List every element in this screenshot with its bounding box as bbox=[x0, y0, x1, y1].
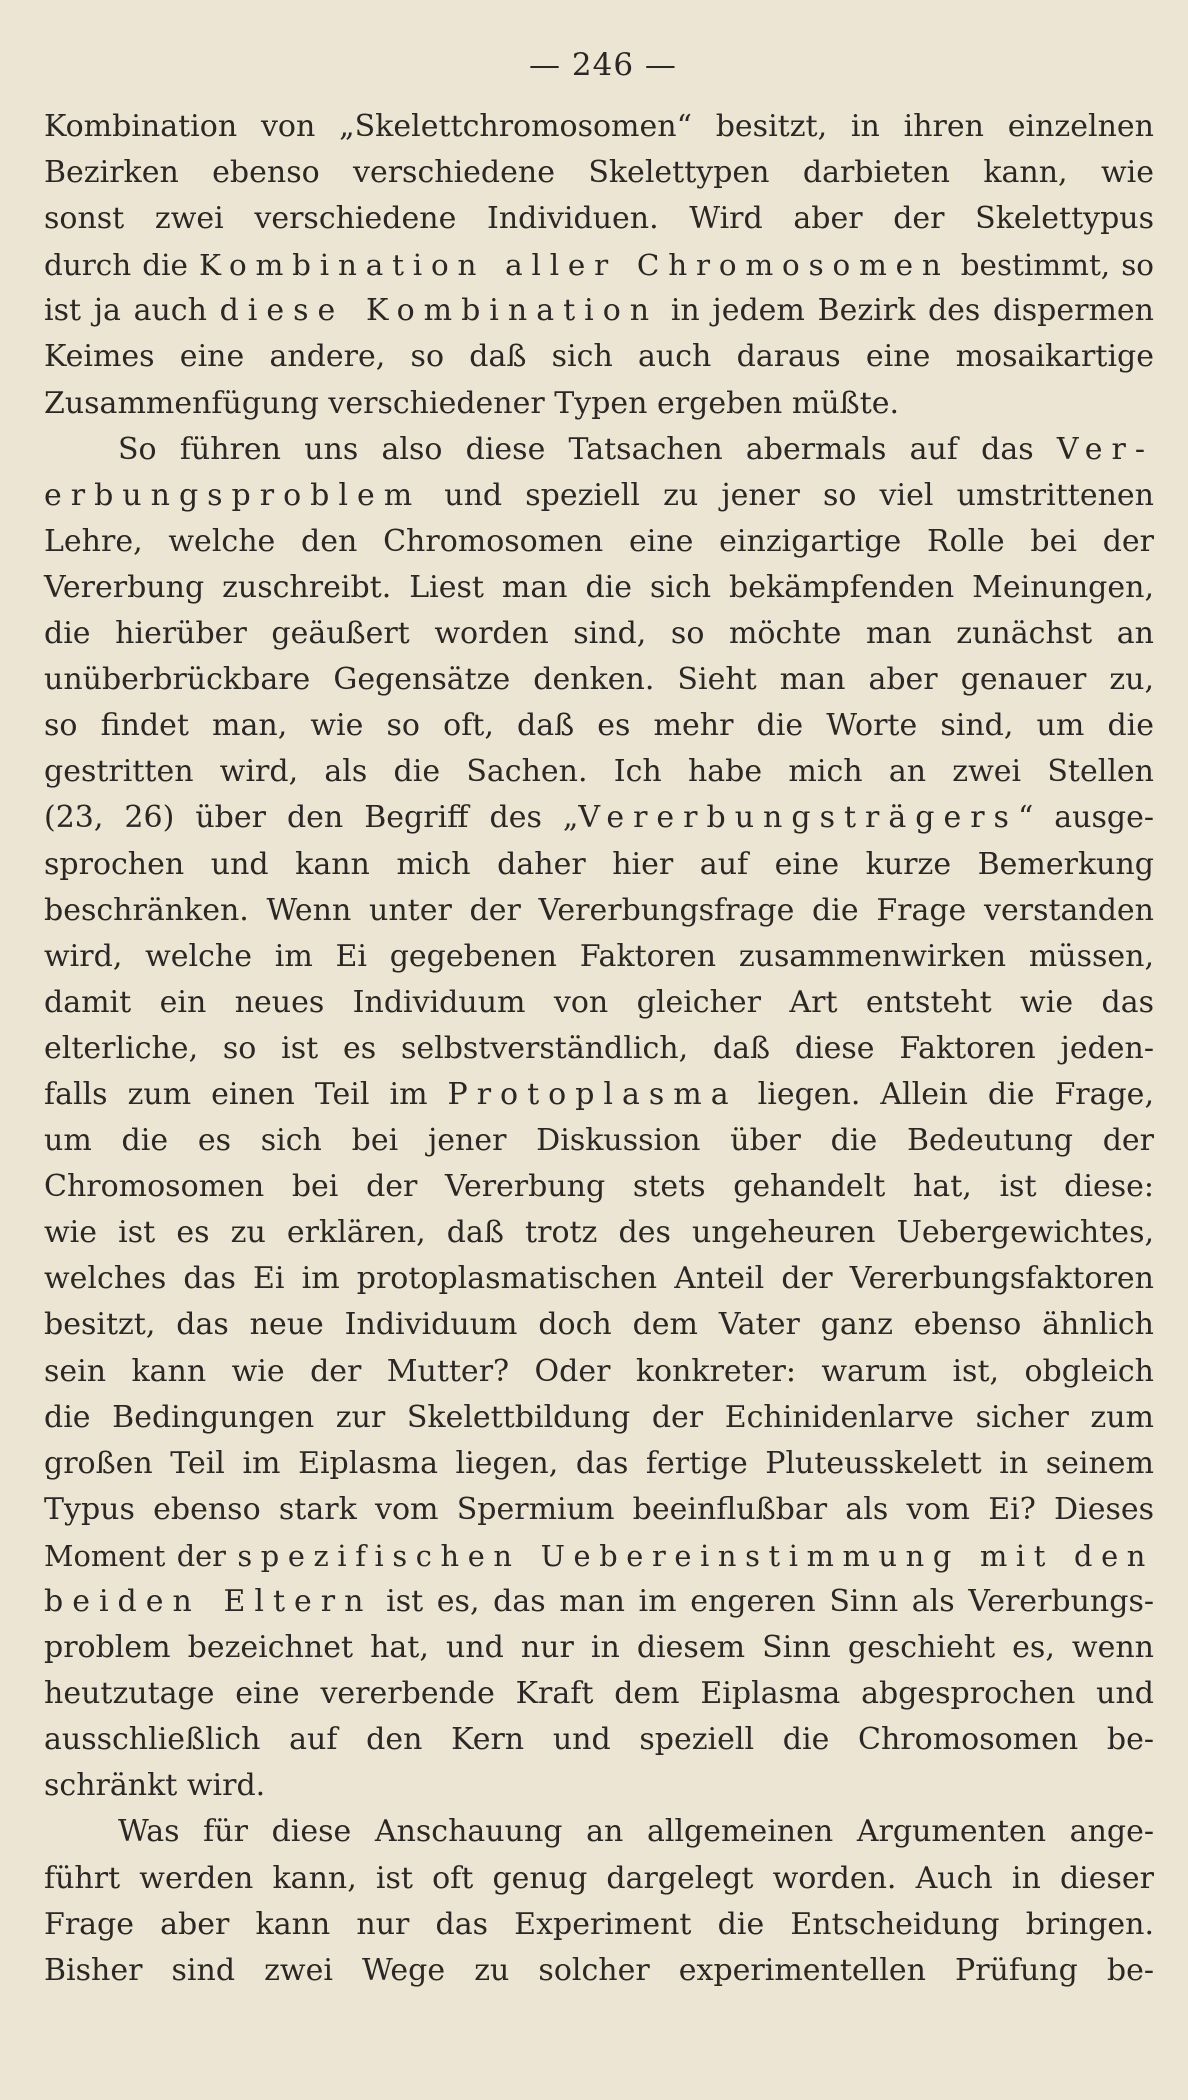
text-segment: wird, welche im Ei gegebenen Faktoren zusammenwirken müssen, bbox=[44, 938, 1154, 974]
spaced-emphasis: beiden Eltern bbox=[44, 1584, 373, 1619]
text-segment: führt werden kann, ist oft genug dargelegt worden. Auch in dieser bbox=[44, 1860, 1154, 1896]
text-line bbox=[44, 749, 1154, 795]
text-segment: Moment der bbox=[44, 1538, 238, 1573]
text-segment: in jedem Bezirk des dispermen bbox=[658, 293, 1154, 329]
text-line bbox=[44, 1441, 1154, 1487]
text-line bbox=[44, 1395, 1154, 1441]
text-line bbox=[44, 1302, 1154, 1348]
text-segment: Bezirken ebenso verschiedene Skelettypen darbieten kann, wie bbox=[44, 155, 1154, 191]
text-segment: beschränken. Wenn unter der Vererbungsfrage die Frage verstanden bbox=[44, 892, 1154, 928]
text-segment: wie ist es zu erklären, daß trotz des ungeheuren Uebergewichtes, bbox=[44, 1215, 1154, 1251]
text-segment: Bisher sind zwei Wege zu solcher experimentellen Prüfung be- bbox=[44, 1952, 1154, 1988]
text-segment: durch die bbox=[44, 248, 199, 283]
text-line bbox=[44, 288, 1154, 334]
text-line bbox=[44, 104, 1154, 150]
text-segment: ist es, das man im engeren Sinn als Vererbungs- bbox=[372, 1584, 1154, 1619]
spaced-emphasis: Vererbungsträgers bbox=[578, 800, 1018, 836]
text-line bbox=[44, 150, 1154, 196]
text-segment: falls zum einen Teil im bbox=[44, 1076, 448, 1112]
text-line bbox=[44, 1349, 1154, 1395]
text-segment: sein kann wie der Mutter? Oder konkreter: warum ist, obgleich bbox=[44, 1353, 1154, 1389]
text-line bbox=[44, 1164, 1154, 1210]
text-segment: Typus ebenso stark vom Spermium beeinflußbar als vom Ei? Dieses bbox=[44, 1491, 1154, 1527]
text-line bbox=[44, 334, 1154, 380]
text-line bbox=[44, 1210, 1154, 1256]
text-line bbox=[44, 703, 1154, 749]
text-segment: besitzt, das neue Individuum doch dem Vater ganz ebenso ähnlich bbox=[44, 1307, 1154, 1343]
text-line bbox=[44, 1948, 1154, 1994]
text-line bbox=[44, 888, 1154, 934]
text-line bbox=[44, 427, 1154, 473]
text-line bbox=[44, 519, 1154, 565]
text-segment: welches das Ei im protoplasmatischen Anteil der Vererbungsfaktoren bbox=[44, 1261, 1154, 1297]
text-line bbox=[44, 1717, 1154, 1763]
text-segment: schränkt wird. bbox=[44, 1768, 266, 1804]
text-segment: elterliche, so ist es selbstverständlich, daß diese Faktoren jeden- bbox=[44, 1030, 1154, 1066]
text-line bbox=[44, 1671, 1154, 1717]
text-segment: Kombination von „Skelettchromosomen“ besitzt, in ihren einzelnen bbox=[44, 109, 1154, 144]
text-line bbox=[44, 611, 1154, 657]
text-line bbox=[44, 473, 1154, 519]
text-segment: problem bezeichnet hat, und nur in diesem Sinn geschieht es, wenn bbox=[44, 1630, 1154, 1666]
text-segment: um die es sich bei jener Diskussion über die Bedeutung der bbox=[44, 1123, 1154, 1159]
text-line bbox=[44, 196, 1154, 242]
text-line bbox=[44, 1809, 1154, 1855]
text-segment: Keimes eine andere, so daß sich auch daraus eine mosaikartige bbox=[44, 339, 1154, 375]
spaced-emphasis: Ver- bbox=[1056, 431, 1154, 467]
text-segment: und speziell zu jener so viel umstrittenen bbox=[421, 477, 1154, 513]
text-line bbox=[44, 1256, 1154, 1302]
text-line bbox=[44, 242, 1154, 288]
text-line bbox=[44, 1856, 1154, 1902]
text-line bbox=[44, 842, 1154, 888]
text-segment: ausschließlich auf den Kern und speziell die Chromosomen be- bbox=[44, 1722, 1154, 1758]
text-segment: “ ausge- bbox=[1017, 800, 1154, 836]
text-segment: Vererbung zuschreibt. Liest man die sich bekämpfenden Meinungen, bbox=[44, 569, 1154, 605]
text-segment: gestritten wird, als die Sachen. Ich habe mich an zwei Stellen bbox=[44, 754, 1154, 790]
text-segment: sonst zwei verschiedene Individuen. Wird aber der Skelettypus bbox=[44, 201, 1154, 237]
text-line bbox=[44, 1579, 1154, 1625]
text-line bbox=[44, 1533, 1154, 1579]
text-line bbox=[44, 1487, 1154, 1533]
text-segment: Frage aber kann nur das Experiment die Entscheidung bringen. bbox=[44, 1906, 1154, 1942]
text-line bbox=[44, 934, 1154, 980]
text-line bbox=[44, 1902, 1154, 1948]
text-segment: großen Teil im Eiplasma liegen, das fertige Pluteusskelett in seinem bbox=[44, 1445, 1154, 1481]
text-segment: So führen uns also diese Tatsachen abermals auf das bbox=[118, 431, 1057, 467]
text-line bbox=[44, 980, 1154, 1026]
text-segment: (23, 26) über den Begriff des „ bbox=[44, 800, 579, 836]
text-line bbox=[44, 1118, 1154, 1164]
text-line bbox=[44, 795, 1154, 841]
spaced-emphasis: Kombination aller Chromosomen bbox=[198, 248, 950, 283]
text-segment: ist ja auch bbox=[44, 293, 220, 329]
text-segment: bestimmt, so bbox=[949, 248, 1154, 283]
text-segment: so findet man, wie so oft, daß es mehr die Worte sind, um die bbox=[44, 708, 1154, 744]
page-number: — 246 — bbox=[529, 47, 677, 83]
spaced-emphasis: Protoplasma bbox=[447, 1076, 738, 1112]
text-line bbox=[44, 381, 1154, 427]
text-segment: Zusammenfügung verschiedener Typen ergeben müßte. bbox=[44, 385, 900, 421]
text-line bbox=[44, 1072, 1154, 1118]
text-line bbox=[44, 657, 1154, 703]
text-line bbox=[44, 1026, 1154, 1072]
text-line bbox=[44, 1625, 1154, 1671]
text-segment: damit ein neues Individuum von gleicher Art entsteht wie das bbox=[44, 984, 1154, 1020]
text-line bbox=[44, 565, 1154, 611]
body-text bbox=[44, 104, 1154, 1994]
text-segment: Was für diese Anschauung an allgemeinen Argumenten ange- bbox=[118, 1814, 1154, 1850]
text-segment: die hierüber geäußert worden sind, so möchte man zunächst an bbox=[44, 616, 1154, 652]
spaced-emphasis: spezifischen Uebereinstimmung mit den bbox=[237, 1538, 1154, 1573]
text-segment: liegen. Allein die Frage, bbox=[737, 1076, 1154, 1112]
text-segment: die Bedingungen zur Skelettbildung der Echinidenlarve sicher zum bbox=[44, 1399, 1154, 1435]
text-segment: unüberbrückbare Gegensätze denken. Sieht man aber genauer zu, bbox=[44, 662, 1154, 698]
text-segment: Lehre, welche den Chromosomen eine einzigartige Rolle bei der bbox=[44, 523, 1154, 559]
text-segment: Chromosomen bei der Vererbung stets gehandelt hat, ist diese: bbox=[44, 1169, 1154, 1205]
text-segment: heutzutage eine vererbende Kraft dem Eiplasma abgesprochen und bbox=[44, 1676, 1154, 1712]
spaced-emphasis: erbungsproblem bbox=[44, 477, 422, 513]
text-segment: sprochen und kann mich daher hier auf eine kurze Bemerkung bbox=[44, 846, 1154, 882]
spaced-emphasis: diese Kombination bbox=[219, 293, 659, 329]
text-line bbox=[44, 1763, 1154, 1809]
